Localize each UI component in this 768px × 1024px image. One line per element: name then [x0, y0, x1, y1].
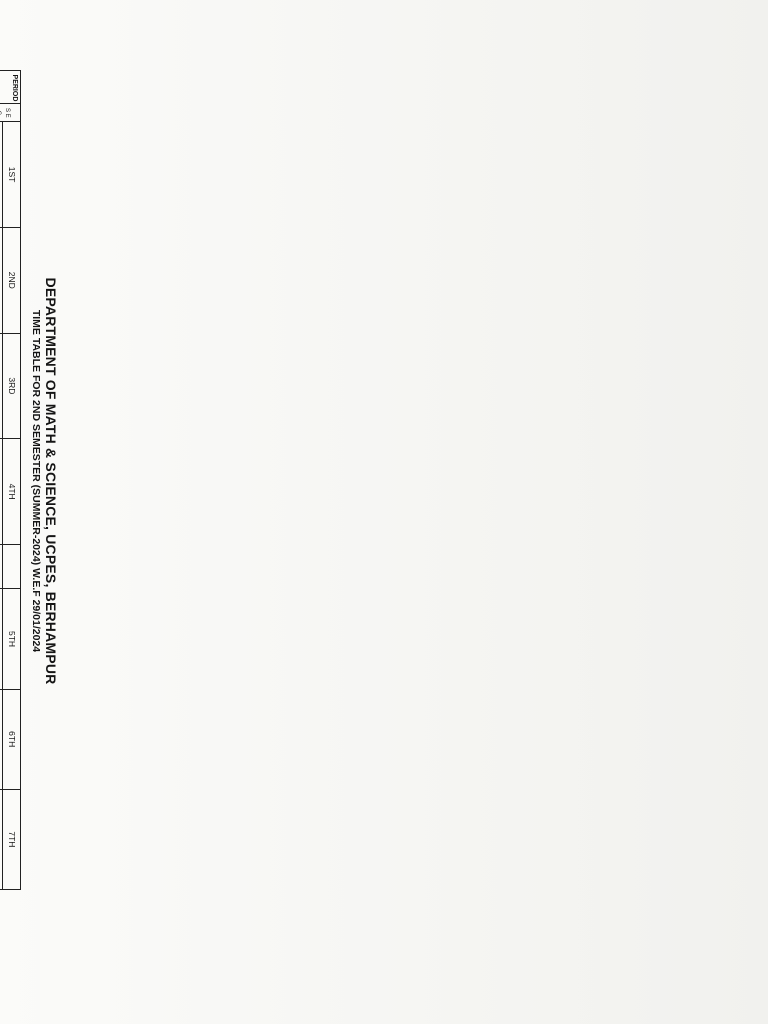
period-time	[0, 227, 3, 333]
period-time	[0, 439, 3, 545]
period-no: 4TH	[3, 439, 21, 545]
period-no: 3RD	[3, 333, 21, 439]
period-no: 5TH	[3, 589, 21, 689]
time-row	[0, 71, 3, 890]
corner-cell	[0, 71, 21, 104]
period-no: 2ND	[3, 227, 21, 333]
period-no	[3, 544, 21, 589]
timetable	[0, 70, 21, 890]
period-no: 6TH	[3, 689, 21, 789]
period-time	[0, 122, 3, 228]
period-label: PERIOD	[11, 74, 18, 102]
period-time	[0, 789, 3, 889]
page-subtitle: TIME TABLE FOR 2ND SEMESTER (SUMMER-2024) W.E.F 29/01/2024	[30, 309, 42, 653]
timetable-page	[0, 66, 59, 896]
sec-header: S E	[0, 104, 21, 122]
period-time	[0, 589, 3, 689]
period-time	[0, 544, 3, 589]
header-row	[3, 71, 21, 890]
period-no: 1ST	[3, 122, 21, 228]
period-no: 7TH	[3, 789, 21, 889]
page-title: DEPARTMENT OF MATH & SCIENCE, UCPES, BERHAMPUR	[43, 277, 59, 685]
period-time	[0, 689, 3, 789]
period-time	[0, 333, 3, 439]
